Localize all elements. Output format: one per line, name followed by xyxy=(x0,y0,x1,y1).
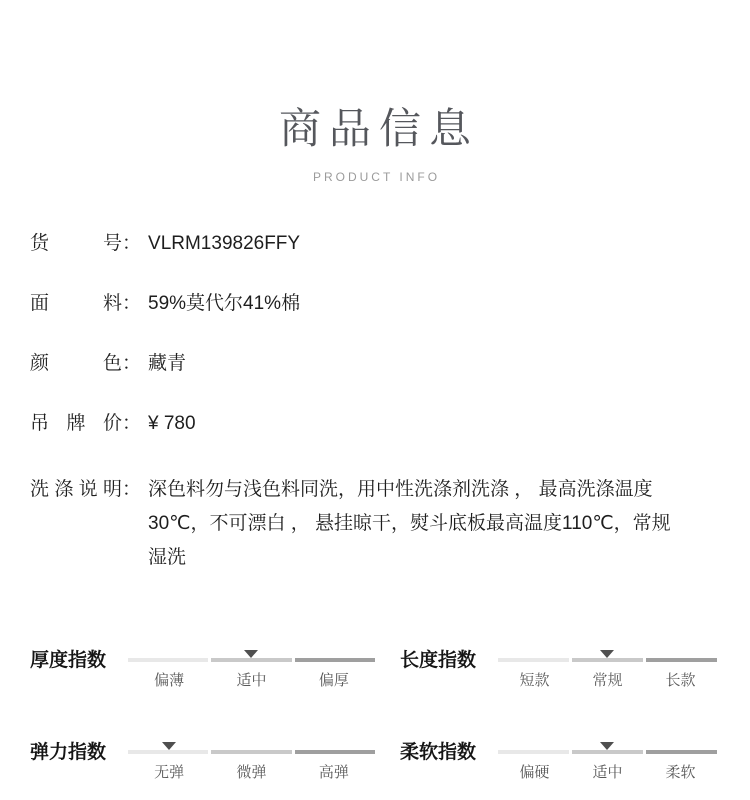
page-title: 商品信息 xyxy=(278,105,479,152)
thickness-index-label: 厚度指数 xyxy=(30,650,107,671)
info-row-washing-instructions xyxy=(30,473,720,575)
scale-segment xyxy=(498,658,569,662)
info-row-color xyxy=(30,353,720,374)
washing-label: 洗涤说明 xyxy=(30,479,122,500)
fabric-value: 59%莫代尔41%棉 xyxy=(148,293,301,314)
length-scale xyxy=(498,643,717,689)
tag-price-value: ¥ 780 xyxy=(148,413,196,434)
scale-bar xyxy=(128,750,375,754)
item-number-value: VLRM139826FFY xyxy=(148,233,301,254)
info-row-item-number xyxy=(30,233,720,254)
label-colon: ： xyxy=(122,353,142,374)
scale-segment xyxy=(295,658,375,662)
scale-bar xyxy=(128,658,375,662)
scale-option: 短款 xyxy=(519,672,550,689)
index-item-length xyxy=(400,643,717,689)
index-scales-grid xyxy=(30,643,717,781)
label-colon: ： xyxy=(122,293,142,314)
label-colon: ： xyxy=(122,413,142,434)
page-header xyxy=(0,0,750,183)
marker-triangle-icon xyxy=(600,650,614,658)
scale-option: 适中 xyxy=(236,672,267,689)
scale-segment xyxy=(646,750,717,754)
marker-triangle-icon xyxy=(244,650,258,658)
scale-option: 微弹 xyxy=(236,764,267,781)
label-colon: ： xyxy=(122,233,142,254)
fabric-label: 面料 xyxy=(30,293,122,314)
scale-segment xyxy=(572,658,643,662)
index-item-thickness xyxy=(30,643,375,689)
marker-triangle-icon xyxy=(600,742,614,750)
scale-options xyxy=(128,764,375,781)
scale-option: 偏硬 xyxy=(519,764,550,781)
scale-option: 偏厚 xyxy=(318,672,349,689)
softness-index-label: 柔软指数 xyxy=(400,742,477,763)
tag-price-label: 吊牌价 xyxy=(30,413,122,434)
index-item-elasticity xyxy=(30,735,375,781)
length-index-label: 长度指数 xyxy=(400,650,477,671)
color-value: 藏青 xyxy=(148,353,187,374)
softness-scale xyxy=(498,735,717,781)
scale-option: 偏薄 xyxy=(154,672,185,689)
product-info-list xyxy=(30,233,720,575)
elasticity-index-label: 弹力指数 xyxy=(30,742,107,763)
index-item-softness xyxy=(400,735,717,781)
scale-segment xyxy=(295,750,375,754)
label-colon: ： xyxy=(122,479,142,500)
marker-triangle-icon xyxy=(162,742,176,750)
scale-segment xyxy=(211,750,291,754)
scale-segment xyxy=(646,658,717,662)
item-number-label: 货号 xyxy=(30,233,122,254)
scale-option: 常规 xyxy=(592,672,623,689)
scale-option: 柔软 xyxy=(665,764,696,781)
scale-bar xyxy=(498,658,717,662)
scale-options xyxy=(498,764,717,781)
page-subtitle: PRODUCT INFO xyxy=(312,170,441,184)
scale-segment xyxy=(128,750,208,754)
thickness-scale xyxy=(128,643,375,689)
scale-segment xyxy=(498,750,569,754)
info-row-fabric xyxy=(30,293,720,314)
info-row-tag-price xyxy=(30,413,720,434)
scale-bar xyxy=(498,750,717,754)
scale-option: 高弹 xyxy=(318,764,349,781)
scale-segment xyxy=(128,658,208,662)
washing-value: 深色料勿与浅色料同洗，用中性洗涤剂洗涤 ， 最高洗涤温度30℃，不可漂白 ， 悬挂晾干，熨斗底板最高温度110℃，常规湿洗 xyxy=(148,479,671,568)
scale-option: 长款 xyxy=(665,672,696,689)
elasticity-scale xyxy=(128,735,375,781)
scale-option: 无弹 xyxy=(154,764,185,781)
scale-option: 适中 xyxy=(592,764,623,781)
color-label: 颜色 xyxy=(30,353,122,374)
scale-options xyxy=(498,672,717,689)
scale-segment xyxy=(572,750,643,754)
scale-options xyxy=(128,672,375,689)
scale-segment xyxy=(211,658,291,662)
